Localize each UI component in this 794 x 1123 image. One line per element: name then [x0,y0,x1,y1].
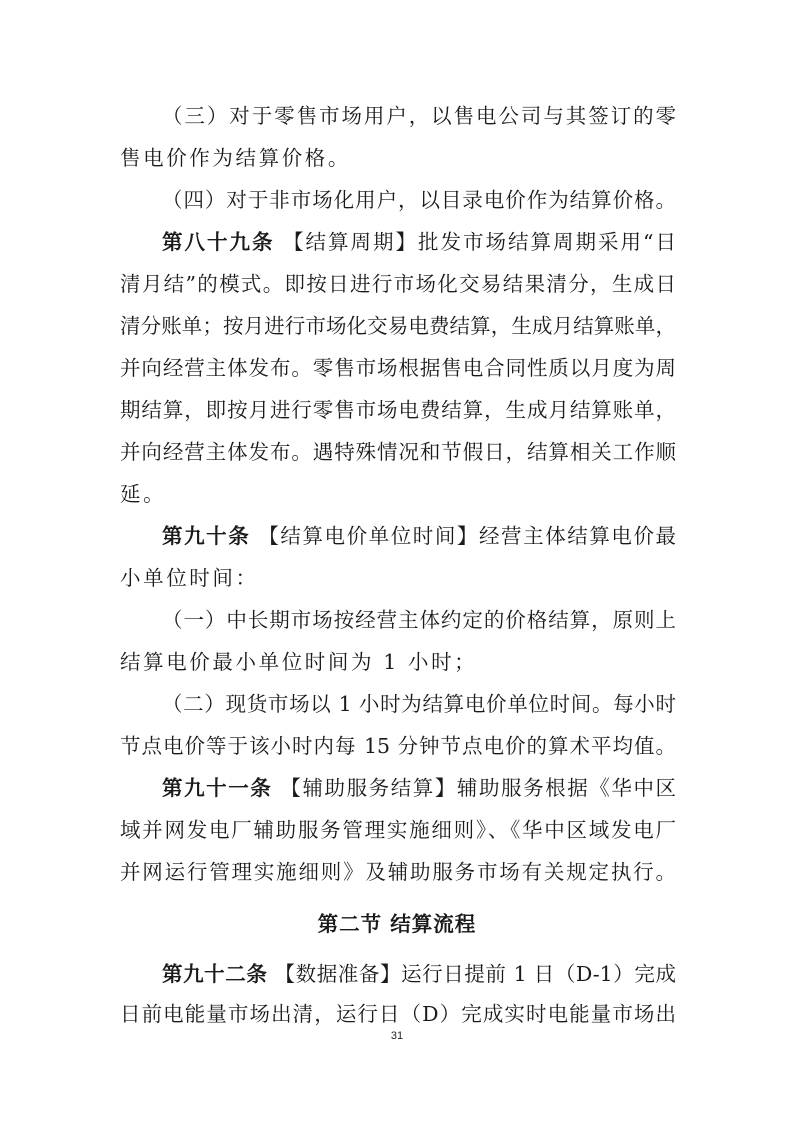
article-90-item-2-line-1: （二）现货市场以 1 小时为结算电价单位时间。每小时 [162,692,676,716]
article-91-line-1 [162,774,676,802]
article-89-line-3: 清分账单；按月进行市场化交易电费结算，生成月结算账单， [120,314,676,338]
article-89-number: 第八十九条 [162,230,275,254]
article-90-item-2-line-2: 节点电价等于该小时内每 15 分钟节点电价的算术平均值。 [120,734,676,758]
article-89-line-1-text: 【结算周期】批发市场结算周期采用“日 [283,230,676,254]
article-89-line-7: 延。 [120,482,167,506]
article-89-line-4: 并向经营主体发布。零售市场根据售电合同性质以月度为周 [120,356,676,380]
section-heading: 第二节 结算流程 [317,912,477,936]
article-91-line-1-text: 【辅助服务结算】辅助服务根据《华中区 [280,776,677,800]
article-89-line-1 [162,228,676,256]
article-90-line-1 [162,522,676,550]
article-91-number: 第九十一条 [162,776,273,800]
article-92-line-2: 日前电能量市场出清，运行日（D）完成实时电能量市场出 [120,1002,676,1026]
para-3-line-1: （三）对于零售市场用户，以售电公司与其签订的零 [162,104,676,128]
article-91-line-3: 并网运行管理实施细则》及辅助服务市场有关规定执行。 [120,860,676,884]
article-90-line-2: 小单位时间： [120,566,259,590]
page-number: 31 [390,1030,404,1042]
article-90-number: 第九十条 [162,524,251,548]
article-92-line-1 [162,960,676,988]
para-4-line-1: （四）对于非市场化用户，以目录电价作为结算价格。 [162,188,676,212]
article-92-number: 第九十二条 [162,962,268,986]
article-90-item-1-line-2: 结算电价最小单位时间为 1 小时； [120,650,478,674]
article-89-line-6: 并向经营主体发布。遇特殊情况和节假日，结算相关工作顺 [120,440,676,464]
article-92-line-1-text: 【数据准备】运行日提前 1 日（D-1）完成 [274,962,676,986]
para-3-line-2: 售电价作为结算价格。 [120,146,351,170]
article-90-line-1-text: 【结算电价单位时间】经营主体结算电价最 [258,524,677,548]
article-89-line-5: 期结算，即按月进行零售市场电费结算，生成月结算账单， [120,398,676,422]
article-91-line-2: 域并网发电厂辅助服务管理实施细则》、《华中区域发电厂 [120,818,676,842]
article-90-item-1-line-1: （一）中长期市场按经营主体约定的价格结算，原则上 [162,608,676,632]
article-89-line-2: 清月结”的模式。即按日进行市场化交易结果清分，生成日 [120,272,676,296]
